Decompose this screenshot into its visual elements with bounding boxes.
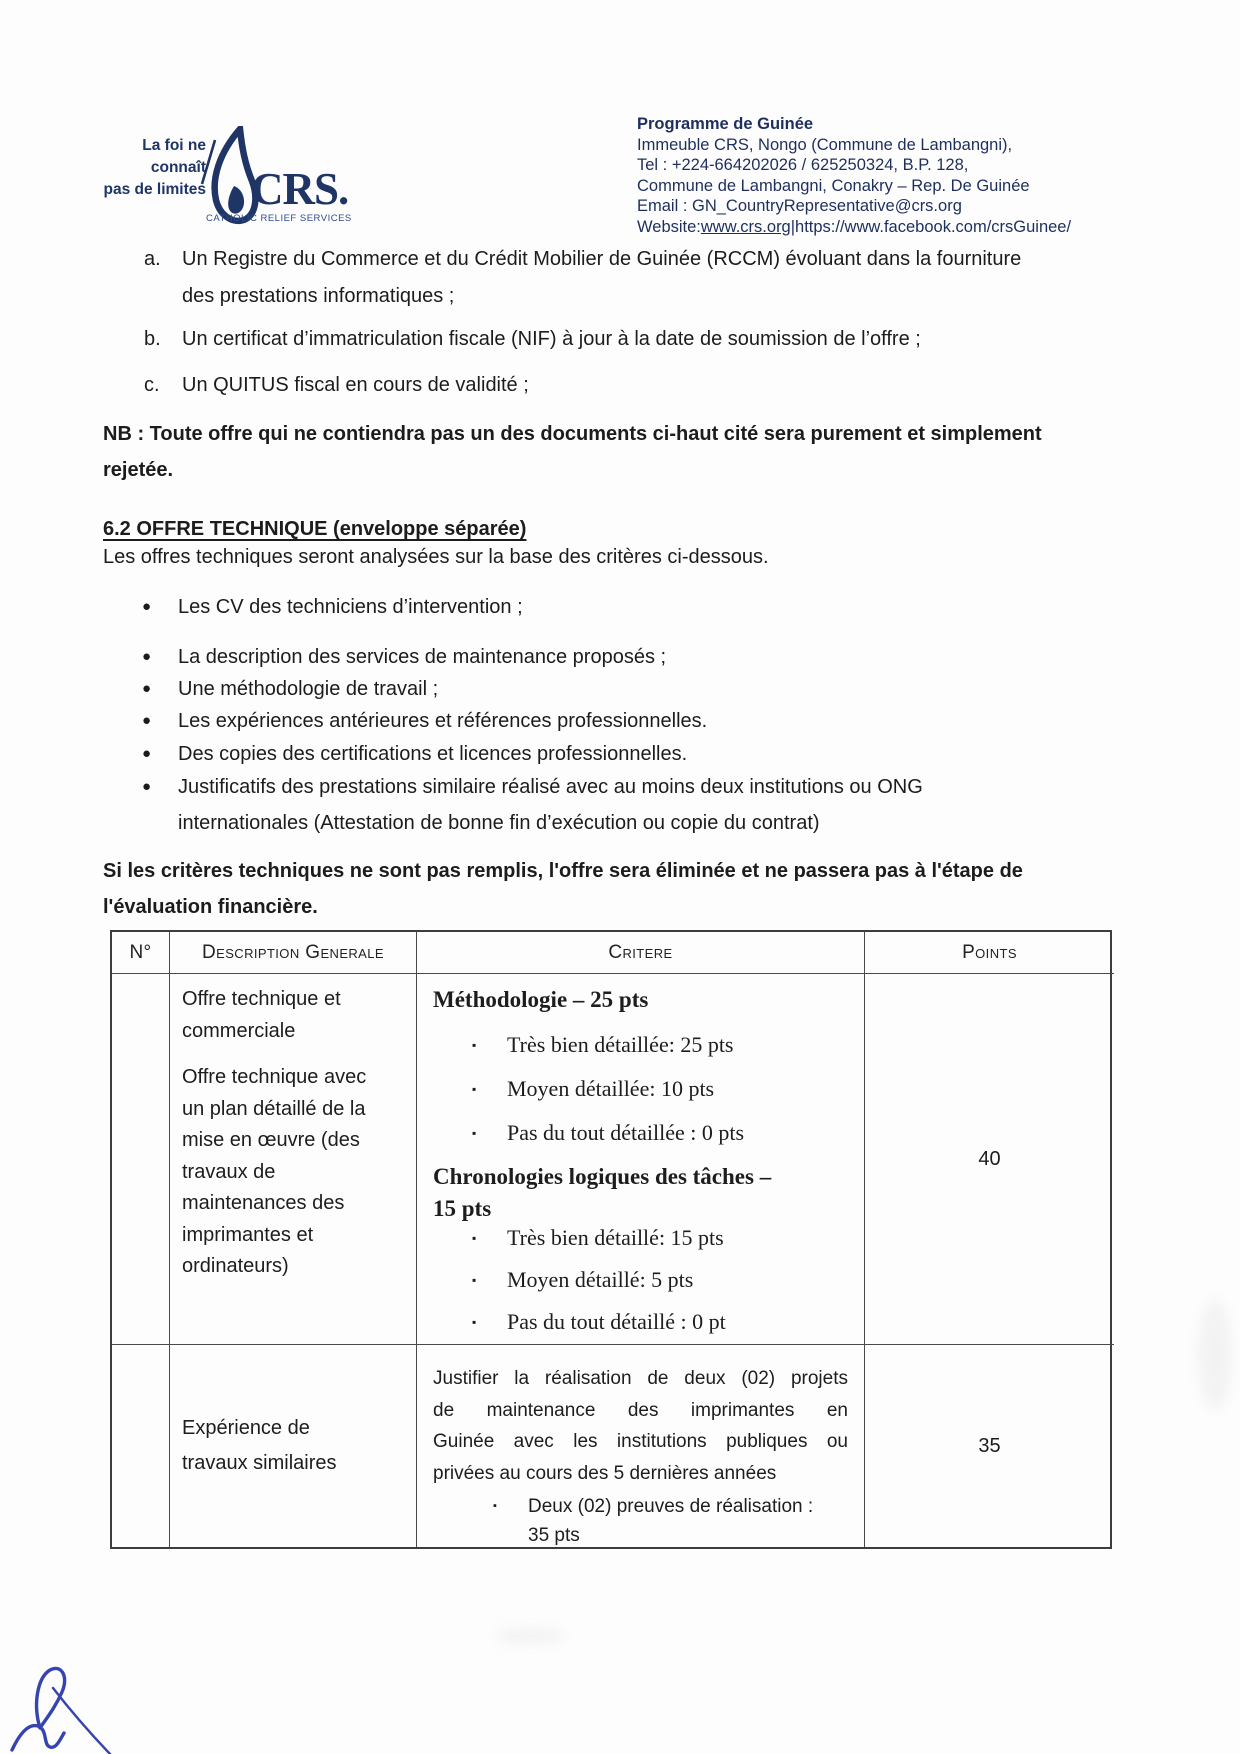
criteria-bullet-3: ● Une méthodologie de travail ; [140,671,1090,707]
criteria-bullet-4: ● Les expériences antérieures et références professionnelles. [140,703,1090,739]
item-text: Un Registre du Commerce et du Crédit Mobilier de Guinée (RCCM) évoluant dans la fourniture des prestations informatiques ; [182,248,1022,307]
item-label: b. [144,328,161,350]
table-header-description: Description Generale [170,932,417,974]
round-bullet-icon: ● [142,712,152,729]
table-header-critere: Critere [417,932,865,974]
item-text: Un certificat d’immatriculation fiscale (NIF) à jour à la date de soumission de l’offre ; [182,328,921,350]
requirement-item-a [144,241,1064,315]
scan-smudge [1198,1300,1232,1410]
square-bullet-icon: ▪ [472,1038,477,1052]
contact-phone: Tel : +224-664202026 / 625250324, B.P. 128, [637,156,969,174]
criteria-bullet-6: ● Justificatifs des prestations similaire réalisé avec au moins deux institutions ou ONG internationales (Attestation de bonne fin d’exécution ou copie du contrat) [140,769,1090,841]
row1-description-para2: Offre technique avec un plan détaillé de la mise en œuvre (des travaux de maintenances des imprimantes et ordinateurs) [182,1066,367,1277]
round-bullet-icon: ● [142,648,152,665]
crs-tagline-line1: La foi ne connaît [142,137,206,176]
row1-description-cell [170,974,417,1345]
section-heading: 6.2 OFFRE TECHNIQUE (enveloppe séparée) [103,518,527,540]
contact-website-line [637,217,1071,238]
criteria-bullet-5: ● Des copies des certifications et licences professionnelles. [140,736,1090,772]
criteria-bullet-2: ● La description des services de maintenance proposés ; [140,639,1090,675]
row2-points-value: 35 [978,1434,1001,1457]
square-bullet-icon: ▪ [493,1500,497,1512]
crs-tagline [86,135,206,201]
requirement-item-b [144,321,1064,358]
item-label: a. [144,248,161,270]
round-bullet-icon: ● [142,598,152,615]
round-bullet-icon: ● [142,745,152,762]
methodology-heading: Méthodologie – 25 pts [433,987,649,1012]
table-row: ▪ Pas du tout détaillé : 0 pt [472,1309,726,1334]
crs-tagline-line2: pas de limites [103,181,206,198]
criteria-bullet-1: ● Les CV des techniciens d’intervention ; [140,589,1090,625]
square-bullet-icon: ▪ [472,1273,477,1287]
crs-logo-text: CRS. [251,164,349,214]
item-text: Un QUITUS fiscal en cours de validité ; [182,374,529,396]
table-row: ▪ Moyen détaillée: 10 pts [472,1076,715,1101]
contact-email: Email : GN_CountryRepresentative@crs.org [637,197,962,215]
section-intro: Les offres techniques seront analysées sur la base des critères ci-dessous. [103,546,769,568]
row1-num-cell [112,974,170,1345]
nb-note: NB : Toute offre qui ne contiendra pas un des documents ci-haut cité sera purement et simplement rejetée. [103,423,1042,481]
website-url-link: www.crs.org| [700,217,796,236]
square-bullet-icon: ▪ [472,1126,477,1140]
row1-points-value: 40 [865,974,1114,1345]
table-row: ▪ Deux (02) preuves de réalisation : 35 pts [493,1492,848,1547]
evaluation-table [110,930,1112,1549]
table-row: ▪ Très bien détaillé: 15 pts [472,1225,724,1250]
contact-address-line1: Immeuble CRS, Nongo (Commune de Lambangni), [637,135,1013,154]
table-row: ▪ Pas du tout détaillée : 0 pts [472,1120,745,1145]
chronology-heading: Chronologies logiques des tâches – 15 pts [433,1164,772,1221]
row1-description-para1: Offre technique et commerciale [182,988,341,1042]
row2-critere-paragraph: Justifier la réalisation de deux (02) projets de maintenance des imprimantes en Guinée avec les institutions publiques ou privées au cours des 5 dernières années [433,1368,848,1484]
crs-org-name: CATHOLIC RELIEF SERVICES [206,213,352,224]
table-header-points: Points [865,932,1114,974]
row2-description-cell: Expérience de travaux similaires [170,1345,417,1547]
table-row: ▪ Moyen détaillé: 5 pts [472,1267,694,1292]
elimination-warning: Si les critères techniques ne sont pas remplis, l'offre sera éliminée et ne passera pas à l'étape de l'évaluation financière. [103,860,1023,918]
row2-num-cell [112,1345,170,1547]
table-header-num: N° [112,932,170,974]
round-bullet-icon: ● [142,778,152,795]
website-label: Website: [637,217,701,236]
contact-title: Programme de Guinée [637,115,814,133]
row1-critere-cell [417,974,865,1345]
item-label: c. [144,374,160,396]
square-bullet-icon: ▪ [472,1315,477,1329]
facebook-url: https://www.facebook.com/crsGuinee/ [795,217,1072,236]
round-bullet-icon: ● [142,680,152,697]
contact-address-line2: Commune de Lambangni, Conakry – Rep. De Guinée [637,176,1030,195]
scan-smudge [495,1628,565,1644]
contact-block [637,114,1071,237]
square-bullet-icon: ▪ [472,1231,477,1245]
requirement-item-c [144,367,1064,404]
row2-critere-cell [417,1345,865,1547]
square-bullet-icon: ▪ [472,1082,477,1096]
table-row: ▪ Très bien détaillée: 25 pts [472,1032,734,1057]
